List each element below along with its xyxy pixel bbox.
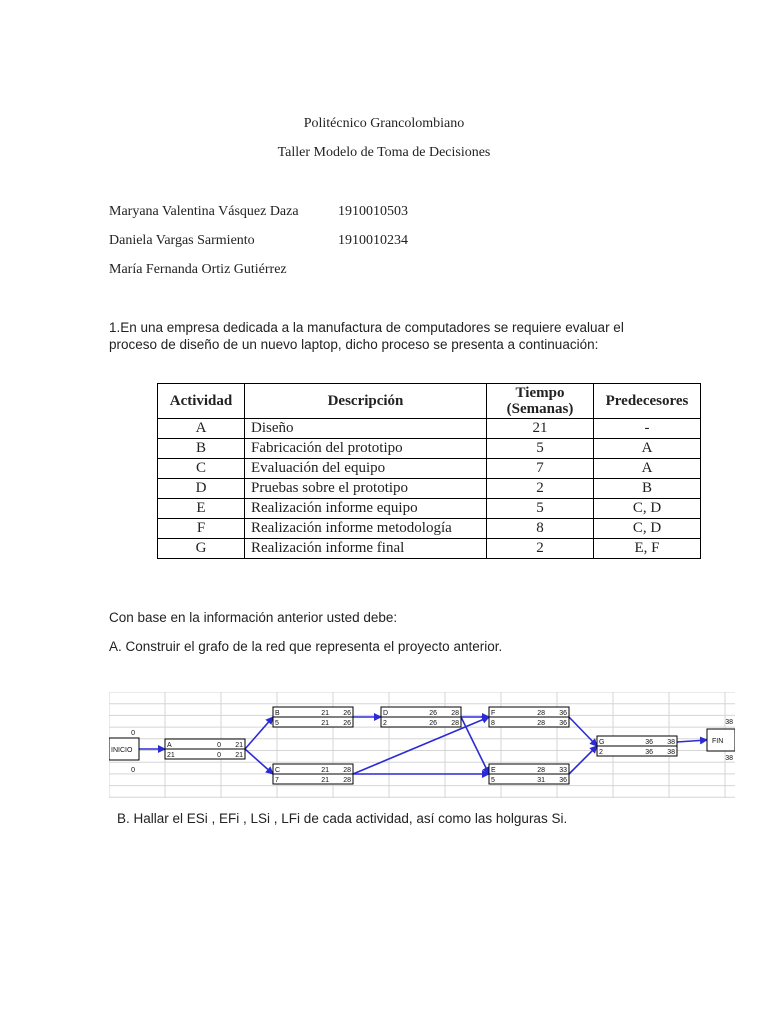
activity-node-e bbox=[489, 764, 569, 784]
cell-pred: E, F bbox=[594, 539, 701, 559]
cell-description: Realización informe equipo bbox=[245, 499, 487, 519]
node-ls: 28 bbox=[537, 720, 545, 727]
table-header-row bbox=[158, 384, 701, 419]
cell-time: 7 bbox=[487, 459, 594, 479]
part-a-text: A. Construir el grafo de la red que representa el proyecto anterior. bbox=[109, 639, 503, 654]
node-ls: 0 bbox=[217, 752, 221, 759]
node-lf: 36 bbox=[559, 720, 567, 727]
start-bottom-value: 0 bbox=[131, 767, 135, 774]
node-ef: 38 bbox=[667, 739, 675, 746]
node-duration: 5 bbox=[491, 777, 495, 784]
activity-node-g bbox=[597, 736, 677, 756]
start-node bbox=[109, 730, 139, 774]
header-activity: Actividad bbox=[158, 384, 245, 419]
node-lf: 26 bbox=[343, 720, 351, 727]
node-ls: 31 bbox=[537, 777, 545, 784]
cell-time: 5 bbox=[487, 499, 594, 519]
workshop-title: Taller Modelo de Toma de Decisiones bbox=[277, 145, 491, 160]
start-top-value: 0 bbox=[131, 730, 135, 737]
node-duration: 5 bbox=[275, 720, 279, 727]
institution-title: Politécnico Grancolombiano bbox=[303, 116, 465, 131]
activity-node-d bbox=[381, 707, 461, 727]
node-id: D bbox=[383, 710, 389, 717]
start-label: INICIO bbox=[111, 747, 133, 754]
author-3-name: María Fernanda Ortiz Gutiérrez bbox=[109, 262, 287, 277]
table-row bbox=[158, 459, 701, 479]
table-row bbox=[158, 439, 701, 459]
node-ef: 28 bbox=[343, 767, 351, 774]
node-ef: 26 bbox=[343, 710, 351, 717]
node-es: 21 bbox=[321, 767, 329, 774]
table-row bbox=[158, 499, 701, 519]
node-ef: 21 bbox=[235, 742, 243, 749]
activities-table bbox=[157, 383, 701, 559]
node-ls: 26 bbox=[429, 720, 437, 727]
author-2-id: 1910010234 bbox=[338, 233, 408, 248]
node-es: 26 bbox=[429, 710, 437, 717]
cell-pred: B bbox=[594, 479, 701, 499]
node-duration: 21 bbox=[167, 752, 175, 759]
end-label: FIN bbox=[712, 738, 724, 745]
cell-activity: F bbox=[158, 519, 245, 539]
arrow-g-fin bbox=[677, 740, 707, 742]
node-id: E bbox=[491, 767, 496, 774]
end-bottom-value: 38 bbox=[725, 755, 733, 762]
node-duration: 2 bbox=[599, 749, 603, 756]
header-time bbox=[487, 384, 594, 419]
node-id: G bbox=[599, 739, 605, 746]
node-es: 0 bbox=[217, 742, 221, 749]
node-duration: 8 bbox=[491, 720, 495, 727]
node-duration: 7 bbox=[275, 777, 279, 784]
cell-activity: A bbox=[158, 419, 245, 439]
activity-node-b bbox=[273, 707, 353, 727]
arrow-f-g bbox=[569, 717, 597, 746]
cell-pred: - bbox=[594, 419, 701, 439]
header-time-line2: (Semanas) bbox=[506, 401, 574, 417]
cell-activity: E bbox=[158, 499, 245, 519]
node-es: 21 bbox=[321, 710, 329, 717]
cell-time: 2 bbox=[487, 479, 594, 499]
table-row bbox=[158, 519, 701, 539]
node-ls: 21 bbox=[321, 720, 329, 727]
cell-description: Diseño bbox=[245, 419, 487, 439]
node-ef: 36 bbox=[559, 710, 567, 717]
node-duration: 2 bbox=[383, 720, 387, 727]
header-predecessors: Predecesores bbox=[594, 384, 701, 419]
arrow-a-c bbox=[245, 749, 273, 774]
cell-pred: C, D bbox=[594, 519, 701, 539]
node-es: 36 bbox=[645, 739, 653, 746]
arrow-d-e bbox=[461, 717, 489, 774]
node-lf: 28 bbox=[451, 720, 459, 727]
network-diagram bbox=[109, 692, 735, 798]
header-description: Descripción bbox=[245, 384, 487, 419]
cell-time: 5 bbox=[487, 439, 594, 459]
node-id: F bbox=[491, 710, 496, 717]
cell-description: Realización informe metodología bbox=[245, 519, 487, 539]
node-es: 28 bbox=[537, 767, 545, 774]
node-lf: 21 bbox=[235, 752, 243, 759]
activity-node-c bbox=[273, 764, 353, 784]
node-ef: 33 bbox=[559, 767, 567, 774]
end-node bbox=[707, 719, 735, 762]
node-ls: 21 bbox=[321, 777, 329, 784]
header-time-line1: Tiempo bbox=[515, 385, 565, 401]
table-row bbox=[158, 479, 701, 499]
table-row bbox=[158, 419, 701, 439]
node-id: A bbox=[167, 742, 172, 749]
cell-activity: D bbox=[158, 479, 245, 499]
arrow-a-b bbox=[245, 717, 273, 749]
author-2-name: Daniela Vargas Sarmiento bbox=[109, 233, 255, 248]
node-lf: 28 bbox=[343, 777, 351, 784]
author-1-name: Maryana Valentina Vásquez Daza bbox=[109, 204, 299, 219]
cell-time: 21 bbox=[487, 419, 594, 439]
cell-description: Pruebas sobre el prototipo bbox=[245, 479, 487, 499]
node-es: 28 bbox=[537, 710, 545, 717]
cell-description: Realización informe final bbox=[245, 539, 487, 559]
activity-node-f bbox=[489, 707, 569, 727]
table-row bbox=[158, 539, 701, 559]
cell-activity: G bbox=[158, 539, 245, 559]
cell-time: 2 bbox=[487, 539, 594, 559]
cell-time: 8 bbox=[487, 519, 594, 539]
activity-node-a bbox=[165, 739, 245, 759]
cell-pred: A bbox=[594, 459, 701, 479]
end-top-value: 38 bbox=[725, 719, 733, 726]
cell-pred: C, D bbox=[594, 499, 701, 519]
cell-description: Fabricación del prototipo bbox=[245, 439, 487, 459]
cell-pred: A bbox=[594, 439, 701, 459]
node-ls: 36 bbox=[645, 749, 653, 756]
cell-activity: C bbox=[158, 459, 245, 479]
instruction-text: Con base en la información anterior usted debe: bbox=[109, 610, 398, 625]
part-b-text: B. Hallar el ESi , EFi , LSi , LFi de cada actividad, así como las holguras Si. bbox=[117, 811, 568, 826]
question-1-line-2: proceso de diseño de un nuevo laptop, dicho proceso se presenta a continuación: bbox=[109, 337, 599, 352]
author-1-id: 1910010503 bbox=[338, 204, 408, 219]
node-id: C bbox=[275, 767, 281, 774]
node-id: B bbox=[275, 710, 280, 717]
question-1-line-1: 1.En una empresa dedicada a la manufactura de computadores se requiere evaluar el bbox=[109, 320, 624, 335]
cell-activity: B bbox=[158, 439, 245, 459]
node-lf: 36 bbox=[559, 777, 567, 784]
node-ef: 28 bbox=[451, 710, 459, 717]
cell-description: Evaluación del equipo bbox=[245, 459, 487, 479]
node-lf: 38 bbox=[667, 749, 675, 756]
